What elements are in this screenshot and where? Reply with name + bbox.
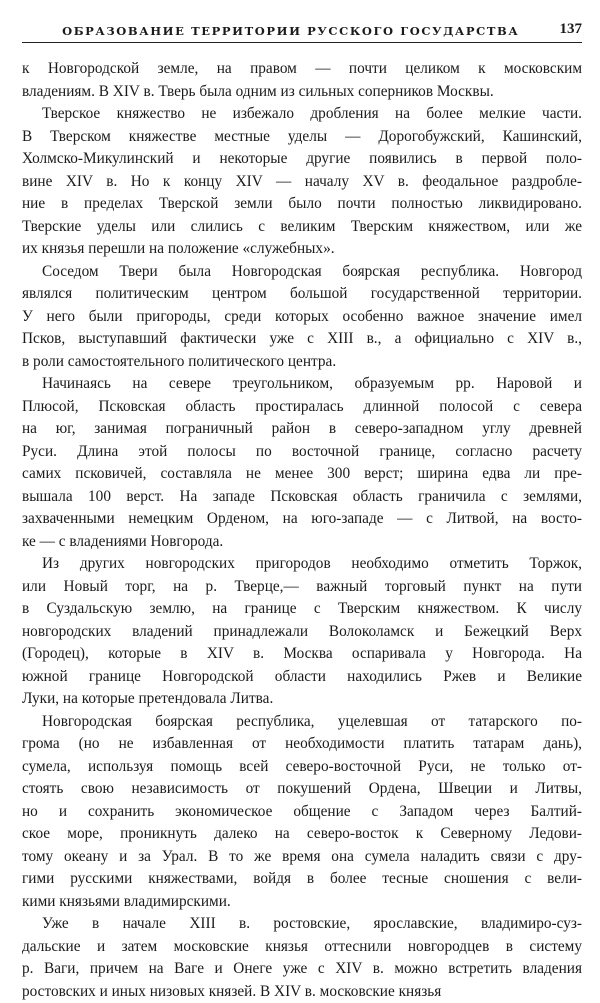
paragraph-4-line: Плюсой, Псковская область простиралась длинной полосой с севера	[22, 396, 582, 419]
paragraph-7-line: Уже в начале XIII в. ростовские, ярославские, владимиро-суз-	[22, 913, 582, 936]
paragraph-2-line: Тверские уделы или слились с великим Тверским княжеством, или же	[22, 216, 582, 239]
paragraph-5-line: (Городец), которые в XIV в. Москва оспаривала у Новгорода. На	[22, 643, 582, 666]
paragraph-5-line: южной границе Новгородской области находились Ржев и Великие	[22, 666, 582, 689]
paragraph-4-line: Руси. Длина этой полосы по восточной границе, согласно расчету	[22, 441, 582, 464]
paragraph-3-line: являлся политическим центром большой государственной территории.	[22, 283, 582, 306]
paragraph-1-line: к Новгородской земле, на правом — почти целиком к московским	[22, 58, 582, 81]
paragraph-6-line: но и сохранить экономическое общение с Западом через Балтий-	[22, 801, 582, 824]
paragraph-3-line: У него были пригороды, среди которых особенно важное значение имел	[22, 306, 582, 329]
running-header	[22, 14, 582, 43]
paragraph-3-line: Псков, выступавший фактически уже с XIII в., а официально с XIV в.,	[22, 328, 582, 351]
paragraph-4-line: на юг, занимая пограничный район в северо-западном углу древней	[22, 418, 582, 441]
paragraph-6-line: стоять свою независимость от покушений Ордена, Швеции и Литвы,	[22, 778, 582, 801]
paragraph-5-line: Луки, на которые претендовала Литва.	[22, 688, 582, 711]
paragraph-5-line: Из других новгородских пригородов необходимо отметить Торжок,	[22, 553, 582, 576]
paragraph-3-line: в роли самостоятельного политического центра.	[22, 351, 582, 374]
paragraph-2-line: вине XIV в. Но к концу XIV — началу XV в. феодальное раздробле-	[22, 171, 582, 194]
paragraph-4-line: Начинаясь на севере треугольником, образуемым рр. Наровой и	[22, 373, 582, 396]
paragraph-5-line: в Суздальскую землю, на границе с Тверским княжеством. К числу	[22, 598, 582, 621]
paragraph-2-line: Тверское княжество не избежало дробления на более мелкие части.	[22, 103, 582, 126]
paragraph-5-line: новгородских владений принадлежали Волоколамск и Бежецкий Верх	[22, 621, 582, 644]
paragraph-4-line: ке — с владениями Новгорода.	[22, 531, 582, 554]
page-number: 137	[560, 21, 583, 38]
paragraph-1-line: владениям. В XIV в. Тверь была одним из сильных соперников Москвы.	[22, 81, 582, 104]
paragraph-6-line: сумела, используя помощь всей северо-восточной Руси, не только от-	[22, 756, 582, 779]
paragraph-2-line: Холмско-Микулинский и некоторые другие появились в первой поло-	[22, 148, 582, 171]
running-title: ОБРАЗОВАНИЕ ТЕРРИТОРИИ РУССКОГО ГОСУДАРСТВА	[22, 24, 560, 38]
paragraph-6-line: тому океану и за Урал. В то же время она сумела наладить связи с дру-	[22, 846, 582, 869]
paragraph-6-line: ское море, проникнуть далеко на северо-восток к Северному Ледови-	[22, 823, 582, 846]
paragraph-6-line: гими русскими княжествами, войдя в более тесные сношения с вели-	[22, 868, 582, 891]
paragraph-3-line: Соседом Твери была Новгородская боярская республика. Новгород	[22, 261, 582, 284]
paragraph-7-line: дальские и затем московские князья оттеснили новгородцев в систему	[22, 936, 582, 959]
paragraph-2-line: их князья перешли на положение «служебных».	[22, 238, 582, 261]
paragraph-4-line: вышала 100 верст. На западе Псковская область граничила с землями,	[22, 486, 582, 509]
paragraph-2-line: ние в пределах Тверской земли было почти полностью ликвидировано.	[22, 193, 582, 216]
paragraph-6-line: кими князьями владимирскими.	[22, 891, 582, 914]
paragraph-5-line: или Новый торг, на р. Тверце,— важный торговый пункт на пути	[22, 576, 582, 599]
body-text	[22, 58, 582, 1003]
paragraph-7-line: р. Ваги, причем на Ваге и Онеге уже с XIV в. можно встретить владения	[22, 958, 582, 981]
paragraph-6-line: Новгородская боярская республика, уцелевшая от татарского по-	[22, 711, 582, 734]
paragraph-6-line: грома (но не избавленная от необходимости платить татарам дань),	[22, 733, 582, 756]
paragraph-7-line: ростовских и иных низовых князей. В XIV в. московские князья	[22, 981, 582, 1003]
paragraph-2-line: В Тверском княжестве местные уделы — Дорогобужский, Кашинский,	[22, 126, 582, 149]
paragraph-4-line: захваченными немецким Орденом, на юго-западе — с Литвой, на восто-	[22, 508, 582, 531]
paragraph-4-line: самих псковичей, составляла не менее 300 верст; ширина едва ли пре-	[22, 463, 582, 486]
